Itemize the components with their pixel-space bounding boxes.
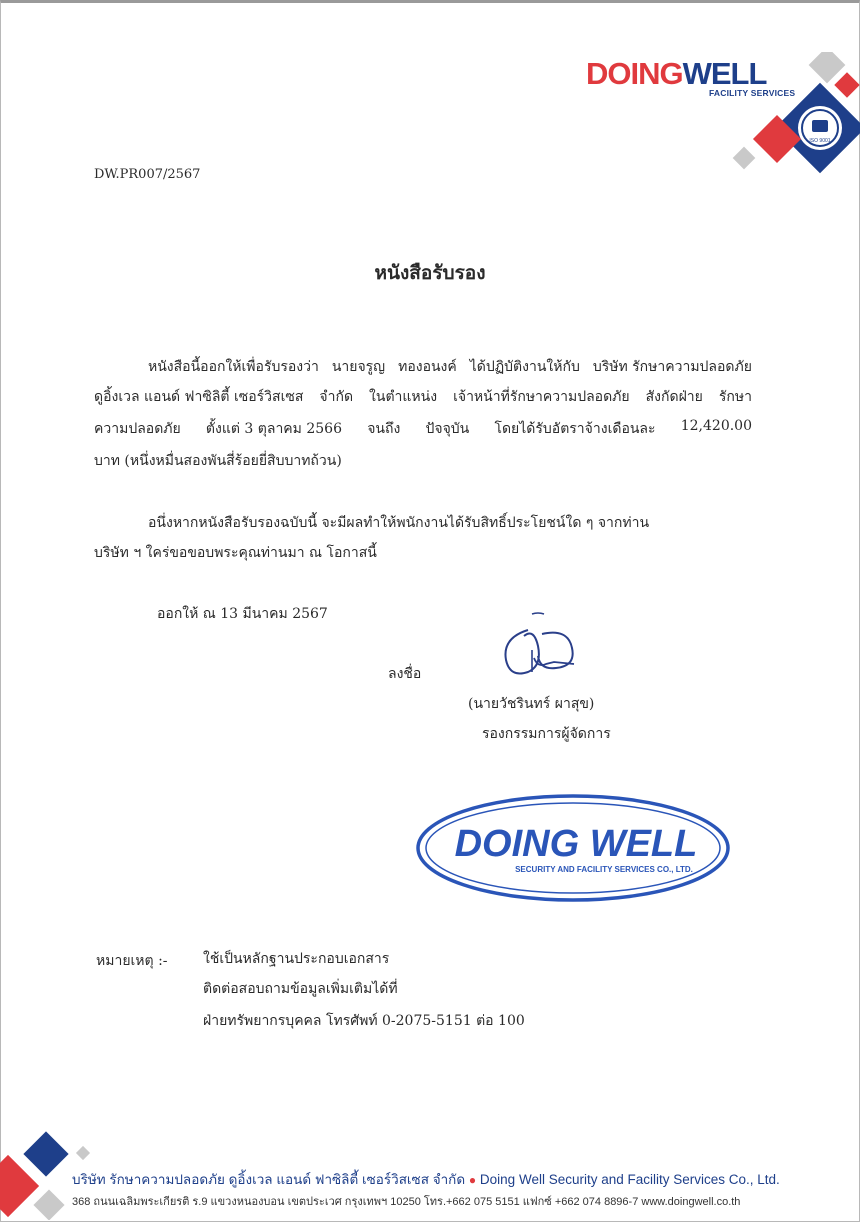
paragraph1-line3: ความปลอดภัย ตั้งแต่ 3 ตุลาคม 2566 จนถึง ปัจจุบัน โดยได้รับอัตราจ้างเดือนละ 12,420.00 bbox=[94, 418, 752, 437]
note-line: ติดต่อสอบถามข้อมูลเพิ่มเติมได้ที่ bbox=[203, 981, 398, 997]
paragraph1-line2: ดูอิ้งเวล แอนด์ ฟาซิลิตี้ เซอร์วิสเซส จำกัด ในตำแหน่ง เจ้าหน้าที่รักษาความปลอดภัย สังกัดฝ่าย รักษา bbox=[94, 389, 752, 405]
paragraph1-line4: บาท (หนึ่งหมื่นสองพันสี่ร้อยยี่สิบบาทถ้วน) bbox=[94, 453, 342, 469]
brand-subtitle: FACILITY SERVICES bbox=[709, 88, 796, 98]
document-title: หนังสือรับรอง bbox=[374, 262, 486, 284]
paragraph1-line1: หนังสือนี้ออกให้เพื่อรับรองว่า นายจรูญ ทองอนงค์ ได้ปฏิบัติงานให้กับ บริษัท รักษาความปลอดภัย bbox=[148, 359, 752, 375]
svg-text:SECURITY AND FACILITY SERVICES: SECURITY AND FACILITY SERVICES CO., LTD. bbox=[515, 865, 693, 874]
document-reference: DW.PR007/2567 bbox=[94, 167, 201, 182]
footer-company-thai: บริษัท รักษาความปลอดภัย ดูอิ้งเวล แอนด์ ฟาซิลิตี้ เซอร์วิสเซส จำกัด bbox=[72, 1172, 466, 1187]
brand-part2: WELL bbox=[682, 56, 767, 91]
signer-name: (นายวัชรินทร์ ผาสุข) bbox=[468, 696, 595, 712]
footer-company-names bbox=[72, 1168, 780, 1190]
brand-part1: DOING bbox=[586, 56, 683, 91]
signature-label: ลงชื่อ bbox=[388, 666, 422, 682]
svg-text:ISO 9001: ISO 9001 bbox=[809, 138, 831, 144]
footer-separator-icon: ● bbox=[468, 1173, 477, 1187]
company-stamp bbox=[414, 792, 732, 904]
paragraph2-line1: อนึ่งหากหนังสือรับรองฉบับนี้ จะมีผลทำให้พนักงานได้รับสิทธิ์ประโยชน์ใด ๆ จากท่าน bbox=[148, 515, 650, 531]
note-line: ฝ่ายทรัพยากรบุคคล โทรศัพท์ 0-2075-5151 ต่อ 100 bbox=[203, 1013, 525, 1029]
paragraph2-line2: บริษัท ฯ ใคร่ขอขอบพระคุณท่านมา ณ โอกาสนี้ bbox=[94, 545, 377, 561]
footer-address: 368 ถนนเฉลิมพระเกียรติ ร.9 แขวงหนองบอน เขตประเวศ กรุงเทพฯ 10250 โทร.+662 075 5151 แฟกซ์ +662 074 8896-7 www.doingwell.co.th bbox=[72, 1196, 741, 1208]
signer-position: รองกรรมการผู้จัดการ bbox=[482, 726, 611, 742]
note-line: ใช้เป็นหลักฐานประกอบเอกสาร bbox=[203, 951, 390, 967]
footer-company-english: Doing Well Security and Facility Services Co., Ltd. bbox=[479, 1172, 780, 1187]
logo-diamond-graphic bbox=[726, 52, 860, 192]
issue-date: ออกให้ ณ 13 มีนาคม 2567 bbox=[157, 606, 328, 622]
note-label: หมายเหตุ :- bbox=[96, 953, 168, 969]
svg-text:DOING WELL: DOING WELL bbox=[454, 823, 698, 865]
handwritten-signature bbox=[492, 610, 582, 682]
